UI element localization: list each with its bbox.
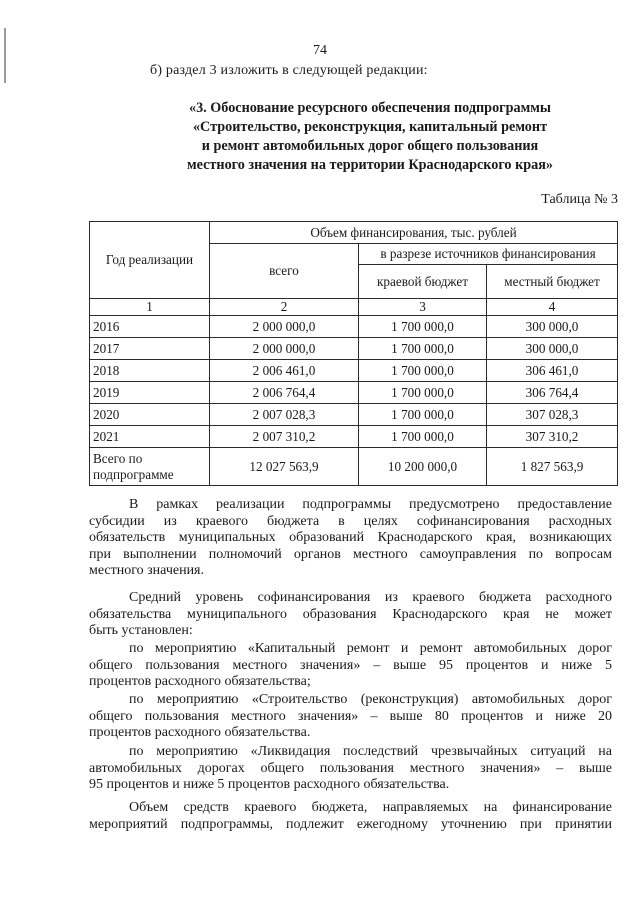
regional-cell: 1 700 000,0 [359,382,487,404]
text-line: 95 процентов и ниже 5 процентов расходного обязательства. [89,777,450,793]
text-line: местного значения. [89,563,204,579]
heading-line-4: местного значения на территории Краснодарского края» [187,157,553,173]
volume-header: Объем финансирования, тыс. рублей [210,222,618,244]
text-line: быть установлен: [89,623,193,639]
total-cell: 2 000 000,0 [210,316,359,338]
table-row [90,404,618,426]
text-line: по мероприятию «Капитальный ремонт и ремонт автомобильных дорог [129,641,612,656]
paragraph-cofinancing-level [89,590,612,640]
sum-label-cell: Всего по подпрограмме [90,448,210,486]
regional-cell: 1 700 000,0 [359,360,487,382]
financing-table [89,221,618,486]
year-cell: 2020 [90,404,210,426]
text-line: Объем средств краевого бюджета, направляемых на финансирование [129,800,612,815]
table-row [90,316,618,338]
sources-header: в разрезе источников финансирования [359,244,618,265]
text-line: общего пользования местного значения» – выше 80 процентов и ниже 20 [89,708,612,724]
heading-line-3: и ремонт автомобильных дорог общего пользования [201,138,539,154]
text-line: автомобильных дорогах общего пользования местного значения» – выше [89,760,612,776]
heading-line-1: «3. Обоснование ресурсного обеспечения подпрограммы [188,100,551,116]
col-number: 3 [359,299,487,316]
regional-cell: 1 700 000,0 [359,316,487,338]
text-line: общего пользования местного значения» – выше 95 процентов и ниже 5 [89,657,612,673]
local-cell: 307 310,2 [487,426,618,448]
paragraph-measure-emergency [89,744,612,794]
text-line: при выполнении полномочий органов местного самоуправления по вопросам [89,546,612,562]
text-line: субсидии из краевого бюджета в целях софинансирования расходных [89,513,612,529]
column-number-row [90,299,618,316]
col-number: 4 [487,299,618,316]
total-cell: 2 007 028,3 [210,404,359,426]
table-row [90,338,618,360]
paragraph-measure-repair [89,641,612,691]
year-cell: 2017 [90,338,210,360]
local-cell: 300 000,0 [487,338,618,360]
year-cell: 2016 [90,316,210,338]
sum-row [90,448,618,486]
regional-cell: 1 700 000,0 [359,426,487,448]
text-line: процентов расходного обязательства; [89,674,311,690]
local-cell: 307 028,3 [487,404,618,426]
regional-header: краевой бюджет [359,265,487,299]
local-header: местный бюджет [487,265,618,299]
text-line: процентов расходного обязательства. [89,725,311,741]
text-line: обязательства муниципального образования Краснодарского края не может [89,606,612,622]
page-number: 74 [313,43,327,58]
total-cell: 2 000 000,0 [210,338,359,360]
col-number: 2 [210,299,359,316]
year-header: Год реализации [90,222,210,299]
table-row [90,426,618,448]
text-line: мероприятий подпрограммы, подлежит ежегодному уточнению при принятии [89,816,612,832]
section-heading [150,99,590,175]
table-label: Таблица № 3 [541,192,618,207]
table-row [90,382,618,404]
col-number: 1 [90,299,210,316]
local-cell: 306 461,0 [487,360,618,382]
year-cell: 2019 [90,382,210,404]
total-header: всего [210,244,359,299]
regional-cell: 1 700 000,0 [359,404,487,426]
paragraph-subsidy [89,497,612,580]
heading-line-2: «Строительство, реконструкция, капитальный ремонт [192,119,548,135]
paragraph-measure-construction [89,692,612,742]
total-cell: 2 006 461,0 [210,360,359,382]
year-cell: 2018 [90,360,210,382]
paragraph-annual-adjustment [89,800,612,833]
text-line: обязательств муниципальных образований Краснодарского края, возникающих [89,530,612,546]
text-line: Средний уровень софинансирования из краевого бюджета расходного [129,590,612,605]
regional-cell: 1 700 000,0 [359,338,487,360]
sum-regional-cell: 10 200 000,0 [359,448,487,486]
total-cell: 2 007 310,2 [210,426,359,448]
text-line: по мероприятию «Строительство (реконструкция) автомобильных дорог [129,692,612,707]
total-cell: 2 006 764,4 [210,382,359,404]
sum-total-cell: 12 027 563,9 [210,448,359,486]
text-line: по мероприятию «Ликвидация последствий чрезвычайных ситуаций на [129,744,612,759]
year-cell: 2021 [90,426,210,448]
local-cell: 300 000,0 [487,316,618,338]
sum-local-cell: 1 827 563,9 [487,448,618,486]
local-cell: 306 764,4 [487,382,618,404]
text-line: В рамках реализации подпрограммы предусмотрено предоставление [129,497,612,512]
intro-line: б) раздел 3 изложить в следующей редакции: [150,63,428,78]
table-row [90,360,618,382]
